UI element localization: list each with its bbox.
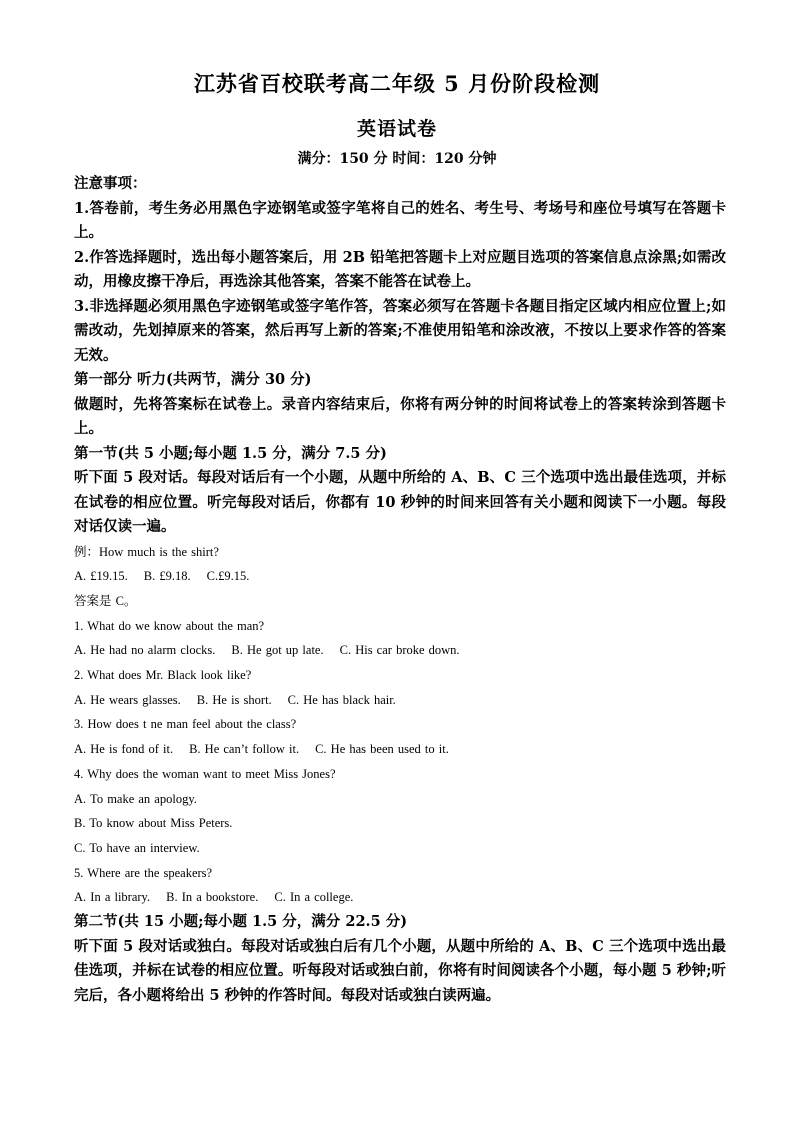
exam-content (74, 172, 726, 1008)
question-4-option-b: B. To know about Miss Peters. (74, 816, 233, 831)
question-1-option-a: A. He had no alarm clocks. (74, 643, 216, 658)
question-3-option-a: A. He is fond of it. (74, 742, 174, 757)
part1-instruction: 做题时，先将答案标在试卷上。录音内容结束后，你将有两分钟的时间将试卷上的答案转涂到答题卡上。 (74, 395, 726, 437)
question-4-option-c: C. To have an interview. (74, 840, 200, 855)
question-1-option-b: B. He got up late. (231, 643, 324, 658)
question-1-options (74, 638, 726, 663)
part1-heading: 第一部分 听力(共两节，满分 30 分) (74, 371, 312, 388)
note-item-3: 3.非选择题必须用黑色字迹钢笔或签字笔作答，答案必须写在答题卡各题目指定区域内相应位置上;如需改动，先划掉原来的答案，然后再写上新的答案;不准使用铅笔和涂改液，不按以上要求作答的答案无效。 (74, 297, 726, 364)
question-5-option-c: C. In a college. (274, 890, 354, 905)
example-option-b: B. £9.18. (143, 569, 191, 584)
note-item-1: 1.答卷前，考生务必用黑色字迹钢笔或签字笔将自己的姓名、考生号、考场号和座位号填写在答题卡上。 (74, 199, 726, 241)
question-1: 1. What do we know about the man? (74, 618, 265, 633)
example-option-a: A. £19.15. (74, 569, 128, 584)
score-time-line: 满分：150 分 时间：120 分钟 (297, 151, 497, 167)
question-2-options (74, 688, 726, 713)
question-3-option-b: B. He can’t follow it. (189, 742, 300, 757)
question-5-options (74, 885, 726, 910)
exam-title: 江苏省百校联考高二年级 5 月份阶段检测 (193, 71, 601, 96)
section2-instruction: 听下面 5 段对话或独白。每段对话或独白后有几个小题，从题中所给的 A、B、C 三个选项中选出最佳选项，并标在试卷的相应位置。听每段对话或独白前，你将有时间阅读各个小题，每小题 5 秒钟;听完后，各小题将给出 5 秒钟的作答时间。每段对话或独白读两遍。 (74, 937, 726, 1004)
example-option-c: C.£9.15. (206, 569, 250, 584)
question-3: 3. How does t ne man feel about the class? (74, 717, 297, 732)
question-4: 4. Why does the woman want to meet Miss Jones? (74, 766, 336, 781)
question-2: 2. What does Mr. Black look like? (74, 668, 252, 683)
example-answer: 答案是 C。 (74, 593, 137, 608)
question-2-option-b: B. He is short. (196, 692, 272, 707)
section2-heading: 第二节(共 15 小题;每小题 1.5 分，满分 22.5 分) (74, 913, 408, 931)
subject-title: 英语试卷 (356, 118, 437, 140)
question-2-option-a: A. He wears glasses. (74, 692, 181, 707)
question-2-option-c: C. He has black hair. (287, 692, 396, 707)
question-3-option-c: C. He has been used to it. (315, 742, 449, 757)
section1-instruction: 听下面 5 段对话。每段对话后有一个小题，从题中所给的 A、B、C 三个选项中选出最佳选项，并标在试卷的相应位置。听完每段对话后，你都有 10 秒钟的时间来回答有关小题和阅读下一小题。每段对话仅读一遍。 (74, 469, 726, 535)
question-5-option-a: A. In a library. (74, 890, 151, 905)
section1-heading: 第一节(共 5 小题;每小题 1.5 分，满分 7.5 分) (74, 444, 387, 462)
notes-heading: 注意事项： (74, 175, 147, 192)
question-5-option-b: B. In a bookstore. (166, 890, 259, 905)
question-5: 5. Where are the speakers? (74, 865, 213, 880)
example-options (74, 564, 726, 589)
question-list (74, 614, 726, 910)
question-4-option-a: A. To make an apology. (74, 791, 197, 806)
question-1-option-c: C. His car broke down. (339, 643, 460, 658)
example-question: 例：How much is the shirt? (74, 544, 219, 559)
question-3-options (74, 737, 726, 762)
note-item-2: 2.作答选择题时，选出每小题答案后，用 2B 铅笔把答题卡上对应题目选项的答案信息点涂黑;如需改动，用橡皮擦干净后，再选涂其他答案，答案不能答在试卷上。 (74, 248, 726, 290)
